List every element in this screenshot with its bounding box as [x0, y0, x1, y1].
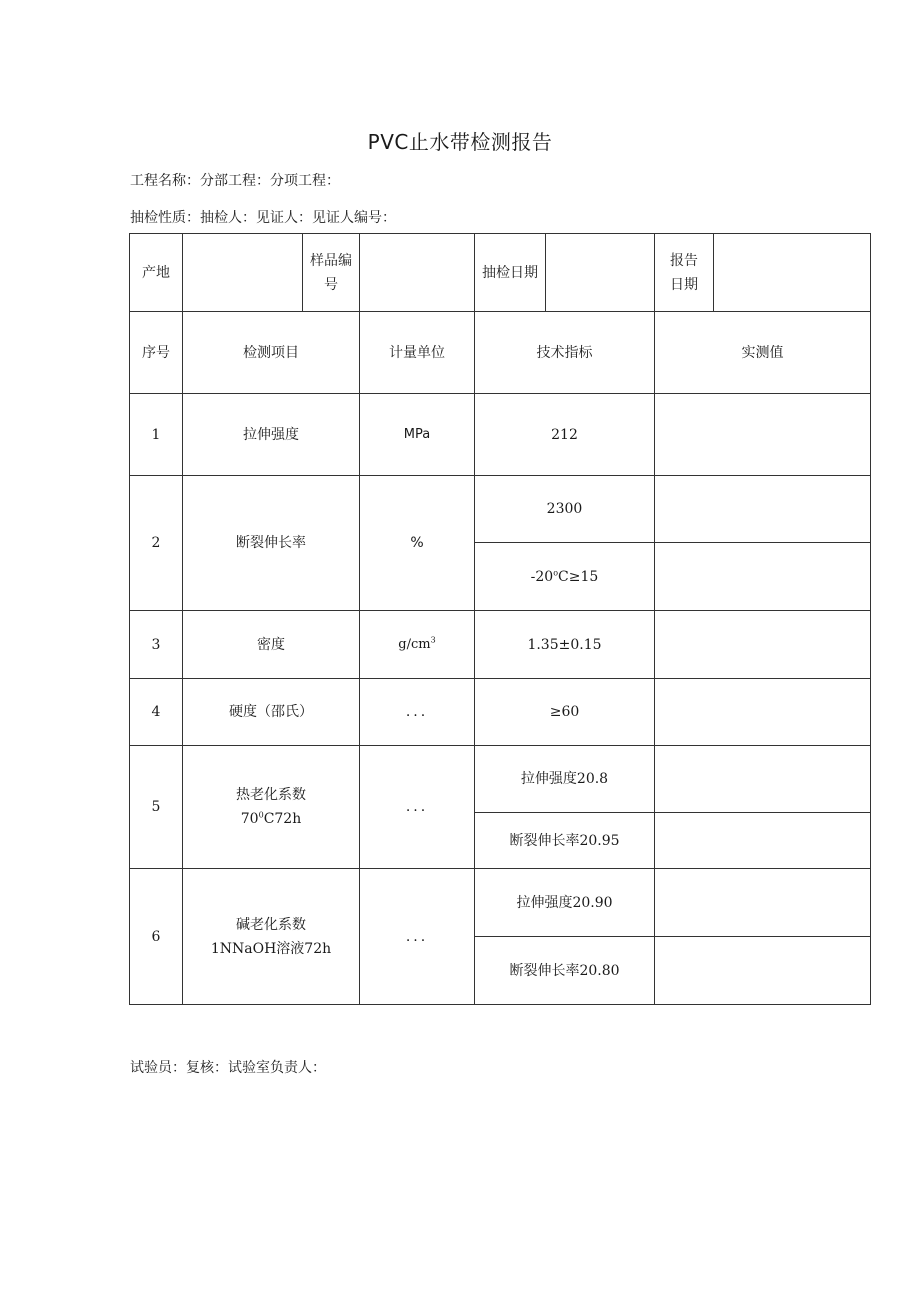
- row-spec: 1.35±0.15: [475, 611, 655, 679]
- row-item: 热老化系数 $70^0C72h$: [183, 746, 360, 869]
- table-row: [130, 869, 871, 937]
- row-seq: 3: [130, 611, 183, 679]
- table-row: [130, 746, 871, 813]
- row-seq: 4: [130, 679, 183, 746]
- col-item: 检测项目: [183, 312, 360, 394]
- row-unit: ...: [360, 746, 475, 869]
- table-row: [130, 679, 871, 746]
- sample-no-label: 样品编 号: [303, 234, 360, 312]
- row-seq: 1: [130, 394, 183, 476]
- row-measured: [655, 869, 871, 937]
- report-date-value: [714, 234, 871, 312]
- row-spec: 断裂伸长率20.80: [475, 937, 655, 1005]
- signature-line: 试验员：复核：试验室负责人：: [130, 1060, 326, 1076]
- row-item: 碱老化系数 1NNaOH溶液72h: [183, 869, 360, 1005]
- row-measured: [655, 543, 871, 611]
- column-header-row: [130, 312, 871, 394]
- row-unit: ...: [360, 869, 475, 1005]
- row-seq: 5: [130, 746, 183, 869]
- sample-date-value: [546, 234, 655, 312]
- row-spec: 拉伸强度20.90: [475, 869, 655, 937]
- row-measured: [655, 746, 871, 813]
- origin-value: [183, 234, 303, 312]
- row-spec: 拉伸强度20.8: [475, 746, 655, 813]
- row-seq: 2: [130, 476, 183, 611]
- origin-label: 产地: [130, 234, 183, 312]
- row-seq: 6: [130, 869, 183, 1005]
- page-title: PVC止水带检测报告: [367, 130, 553, 154]
- report-table: [129, 233, 871, 1005]
- col-unit: 计量单位: [360, 312, 475, 394]
- row-measured: [655, 394, 871, 476]
- sample-no-value: [360, 234, 475, 312]
- table-row: [130, 394, 871, 476]
- row-unit: ...: [360, 679, 475, 746]
- sample-date-label: 抽检日期: [475, 234, 546, 312]
- row-spec: 断裂伸长率20.95: [475, 813, 655, 869]
- col-measured: 实测值: [655, 312, 871, 394]
- report-date-label: 报告 日期: [655, 234, 714, 312]
- row-measured: [655, 937, 871, 1005]
- row-item: 拉伸强度: [183, 394, 360, 476]
- row-unit: MPa: [360, 394, 475, 476]
- header-info-row: [130, 234, 871, 312]
- table-row: [130, 476, 871, 543]
- row-spec: $-20^oC\ge 15$: [475, 543, 655, 611]
- row-measured: [655, 611, 871, 679]
- row-spec: 212: [475, 394, 655, 476]
- col-seq: 序号: [130, 312, 183, 394]
- project-info-line: 工程名称：分部工程：分项工程：: [130, 173, 340, 189]
- row-measured: [655, 813, 871, 869]
- row-item: 密度: [183, 611, 360, 679]
- row-item: 硬度（邵氏）: [183, 679, 360, 746]
- row-measured: [655, 679, 871, 746]
- col-spec: 技术指标: [475, 312, 655, 394]
- row-measured: [655, 476, 871, 543]
- row-spec: ≥60: [475, 679, 655, 746]
- row-item: 断裂伸长率: [183, 476, 360, 611]
- inspection-info-line: 抽检性质：抽检人：见证人：见证人编号：: [130, 210, 396, 226]
- row-unit: $g/cm^3$: [360, 611, 475, 679]
- row-unit: %: [360, 476, 475, 611]
- row-spec: 2300: [475, 476, 655, 543]
- table-row: [130, 611, 871, 679]
